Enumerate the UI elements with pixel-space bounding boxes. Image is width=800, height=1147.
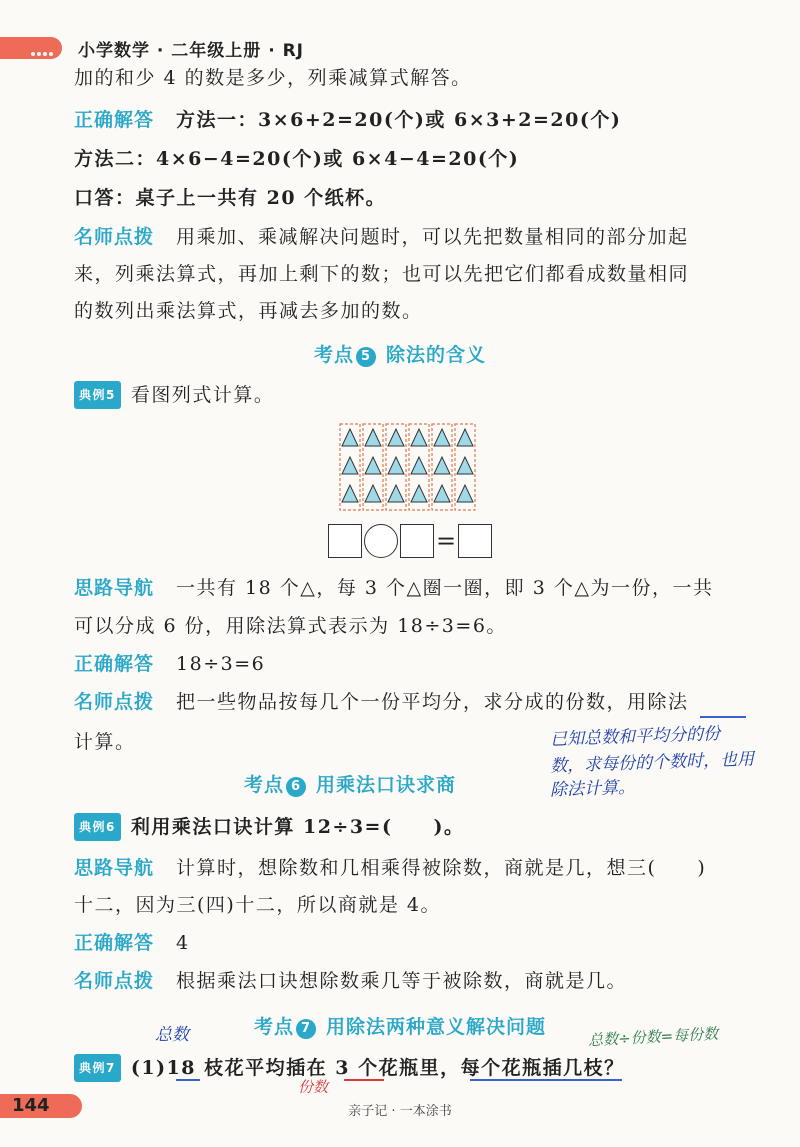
tip-text: 把一些物品按每几个一份平均分，求分成的份数，用除法 — [176, 691, 689, 713]
triangle-mark — [342, 429, 358, 446]
think-line-2: 可以分成 6 份，用除法算式表示为 18÷3=6。 — [74, 615, 507, 637]
tip-label: 名师点拨 — [74, 691, 155, 713]
think-line — [74, 576, 713, 600]
think-text: 一共有 18 个△，每 3 个△圈一圈，即 3 个△为一份，一共 — [176, 577, 714, 599]
think-line-2: 十二，因为三(四)十二，所以商就是 4。 — [74, 894, 441, 916]
section-heading-5 — [0, 340, 800, 367]
equals-sign: = — [436, 527, 457, 555]
triangle-mark — [388, 457, 404, 474]
triangle-mark — [365, 457, 381, 474]
example-line — [74, 813, 464, 841]
tip-line — [74, 225, 689, 249]
triangle-mark — [457, 429, 473, 446]
method2: 方法二：4×6−4=20(个)或 6×4−4=20(个) — [74, 148, 520, 170]
section-number: 6 — [286, 777, 306, 797]
tip-label: 名师点拨 — [74, 226, 155, 248]
triangle-mark — [342, 457, 358, 474]
think-label: 思路导航 — [74, 857, 155, 879]
section-prefix: 考点 — [313, 344, 354, 366]
triangle-mark — [434, 429, 450, 446]
handwritten-note-share: 份数 — [298, 1078, 329, 1096]
triangle-mark — [411, 485, 427, 502]
example-task: 看图列式计算。 — [130, 384, 275, 406]
answer-text: 4 — [176, 932, 190, 954]
handwritten-underline — [700, 716, 746, 718]
answer-text: 18÷3=6 — [176, 653, 266, 675]
section-title: 除法的含义 — [386, 344, 487, 366]
answer-label: 正确解答 — [74, 653, 155, 675]
answer-line — [74, 108, 621, 132]
triangle-mark — [388, 429, 404, 446]
blank-box — [400, 524, 434, 558]
oral-answer: 口答：桌子上一共有 20 个纸杯。 — [74, 187, 387, 209]
section-prefix: 考点 — [243, 774, 284, 796]
section-heading-6 — [0, 770, 700, 797]
blank-box — [328, 524, 362, 558]
section-title: 用乘法口诀求商 — [316, 774, 457, 796]
triangle-mark — [434, 457, 450, 474]
handwritten-underline — [176, 1079, 200, 1081]
handwritten-formula: 总数÷份数=每份数 — [587, 1024, 719, 1050]
handwritten-note-total: 总数 — [155, 1025, 189, 1045]
answer-line — [74, 931, 190, 955]
triangle-mark — [434, 485, 450, 502]
header-title: 小学数学 · 二年级上册 · RJ — [78, 41, 305, 61]
handwritten-note: 数，求每份的个数时，也用 — [549, 749, 755, 777]
example-badge: 典例5 — [74, 381, 121, 409]
tip-line — [74, 969, 627, 993]
triangle-figure — [338, 422, 480, 512]
triangle-mark — [411, 429, 427, 446]
triangle-mark — [365, 429, 381, 446]
triangle-mark — [457, 457, 473, 474]
tip-line-3: 的数列出乘法算式，再减去多加的数。 — [74, 300, 423, 322]
page-number: 144 — [12, 1095, 50, 1116]
section-number: 5 — [356, 347, 376, 367]
section-number: 7 — [296, 1019, 316, 1039]
footer-text: 亲子记 · 一本涂书 — [348, 1104, 452, 1119]
tip-label: 名师点拨 — [74, 970, 155, 992]
think-line — [74, 856, 706, 880]
blank-circle — [364, 524, 398, 558]
triangle-mark — [365, 485, 381, 502]
answer-label: 正确解答 — [74, 932, 155, 954]
method1: 方法一：3×6+2=20(个)或 6×3+2=20(个) — [176, 109, 622, 131]
triangle-mark — [411, 457, 427, 474]
think-text: 计算时，想除数和几相乘得被除数，商就是几，想三( ) — [176, 857, 707, 879]
example-task: (1)18 枝花平均插在 3 个花瓶里，每个花瓶插几枝？ — [130, 1057, 625, 1079]
tip-line-2: 来，列乘法算式，再加上剩下的数；也可以先把它们都看成数量相同 — [74, 263, 690, 285]
answer-line — [74, 652, 265, 676]
section-title: 用除法两种意义解决问题 — [326, 1016, 547, 1038]
tip-text: 根据乘法口诀想除数乘几等于被除数，商就是几。 — [176, 970, 628, 992]
tip-line — [74, 690, 689, 714]
handwritten-note: 已知总数和平均分的份 — [549, 724, 721, 750]
handwritten-underline — [470, 1079, 622, 1081]
header-dots — [30, 42, 64, 56]
section-prefix: 考点 — [253, 1016, 294, 1038]
think-label: 思路导航 — [74, 577, 155, 599]
example-line — [74, 381, 274, 409]
example-task: 利用乘法口诀计算 12÷3=( )。 — [130, 816, 465, 838]
handwritten-underline — [344, 1079, 384, 1081]
handwritten-note: 除法计算。 — [549, 777, 636, 801]
tip-text: 用乘加、乘减解决问题时，可以先把数量相同的部分加起 — [176, 226, 689, 248]
answer-label: 正确解答 — [74, 109, 155, 131]
tip-line-2: 计算。 — [74, 731, 136, 753]
example-line — [74, 1054, 625, 1082]
text-line: 加的和少 4 的数是多少，列乘减算式解答。 — [74, 67, 472, 89]
triangle-mark — [457, 485, 473, 502]
triangle-mark — [342, 485, 358, 502]
blank-box — [458, 524, 492, 558]
triangle-mark — [388, 485, 404, 502]
example-badge: 典例7 — [74, 1054, 121, 1082]
example-badge: 典例6 — [74, 813, 121, 841]
